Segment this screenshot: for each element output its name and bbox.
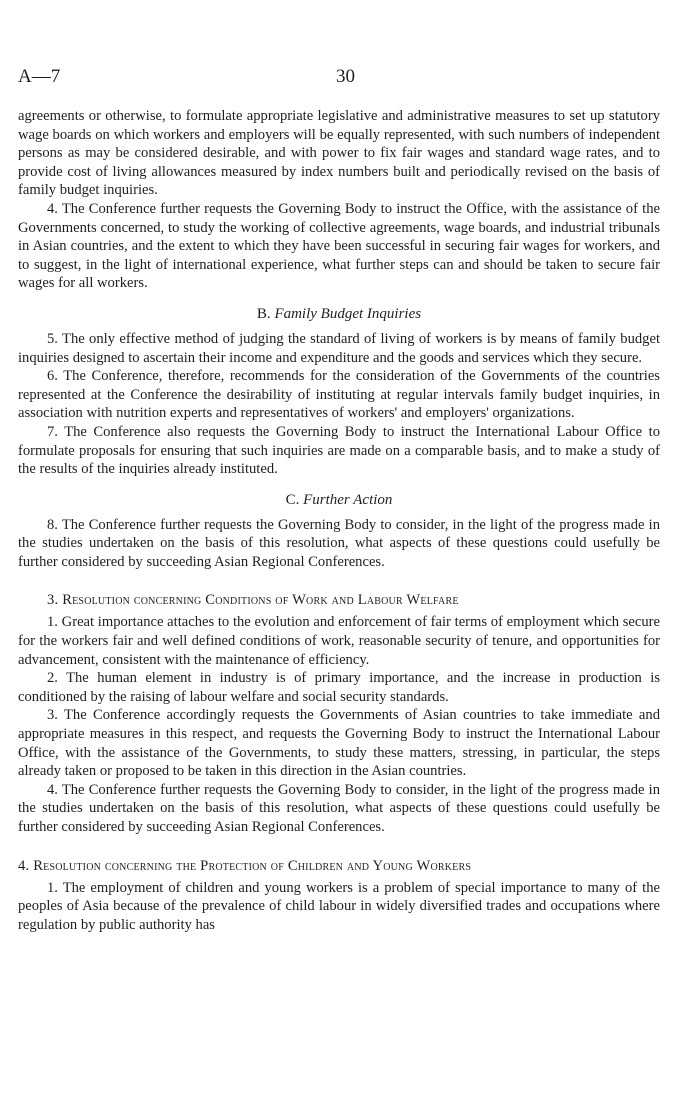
series-code: A—7 <box>18 66 61 87</box>
resolution-3-paragraph-4: 4. The Conference further requests the Governing Body to consider, in the light of the progress made in the studies undertaken on the basis of this resolution, what aspects of these questions could usefully be further considered by succeeding Asian Regional Conferences. <box>18 781 660 835</box>
resolution-3-paragraph-1: 1. Great importance attaches to the evolution and enforcement of fair terms of employment which secure for the workers fair and well defined conditions of work, reasonable security of tenure, and opportunities for advancement, consistent with the maintenance of efficiency. <box>18 614 660 668</box>
paragraph-5: 5. The only effective method of judging the standard of living of workers is by means of family budget inquiries designed to ascertain their income and expenditure and the goods and services which they secure. <box>18 330 660 366</box>
paragraph-8: 8. The Conference further requests the Governing Body to consider, in the light of the progress made in the studies undertaken on the basis of this resolution, what aspects of these questions could usefully be further considered by succeeding Asian Regional Conferences. <box>18 516 660 570</box>
resolution-4-heading: 4. Resolution concerning the Protection of Children and Young Workers <box>18 857 472 874</box>
subheading-letter: B. <box>256 305 271 322</box>
subheading-title: Further Action <box>303 491 393 508</box>
paragraph-continued: agreements or otherwise, to formulate appropriate legislative and administrative measures to set up statutory wage boards on which workers and employers will be equally represented, with such numbers of independent persons as may be considered desirable, and with power to fix fair wages and standard wage rates, and to provide cost of living allowances measured by index numbers built and periodically revised on the basis of family budget inquiries. <box>18 108 660 199</box>
paragraph-6: 6. The Conference, therefore, recommends for the consideration of the Governments of the countries represented at the Conference the desirability of instituting at regular intervals family budget inquiries, in association with nutrition experts and representatives of workers' and employers' organizations. <box>18 368 660 422</box>
resolution-3-paragraph-2: 2. The human element in industry is of primary importance, and the increase in production is conditioned by the raising of labour welfare and social security standards. <box>18 670 660 705</box>
subheading-family-budget-inquiries <box>18 305 660 324</box>
subheading-title: Family Budget Inquiries <box>274 305 422 322</box>
resolution-3-heading: 3. Resolution concerning Conditions of Work and Labour Welfare <box>47 592 459 609</box>
subheading-further-action <box>18 491 660 510</box>
resolution-4-paragraph-1: 1. The employment of children and young workers is a problem of special importance to many of the peoples of Asia because of the prevalence of child labour in widely diversified trades and occupations where regulation by public authority has <box>18 879 660 933</box>
page-header <box>18 66 660 90</box>
paragraph-4-fair-wages: 4. The Conference further requests the Governing Body to instruct the Office, with the assistance of the Governments concerned, to study the working of collective agreements, wage boards, and industrial tribunals in Asian countries, and the extent to which they have been successful in securing fair wages for workers, and to suggest, in the light of international experience, what further steps can and should be taken to secure fair wages for all workers. <box>18 200 660 292</box>
page-number: 30 <box>336 66 355 87</box>
paragraph-7: 7. The Conference also requests the Governing Body to instruct the International Labour Office to formulate proposals for ensuring that such inquiries are made on a comparable basis, and to make a study of the results of the inquiries already instituted. <box>18 423 660 478</box>
resolution-3-paragraph-3: 3. The Conference accordingly requests the Governments of Asian countries to take immediate and appropriate measures in this respect, and requests the Governing Body to instruct the International Labour Office, with the assistance of the Governments, to study these matters, stressing, in particular, the steps already taken or proposed to be taken in this direction in the Asian countries. <box>18 707 660 780</box>
subheading-letter: C. <box>285 491 300 508</box>
document-body <box>18 107 660 934</box>
